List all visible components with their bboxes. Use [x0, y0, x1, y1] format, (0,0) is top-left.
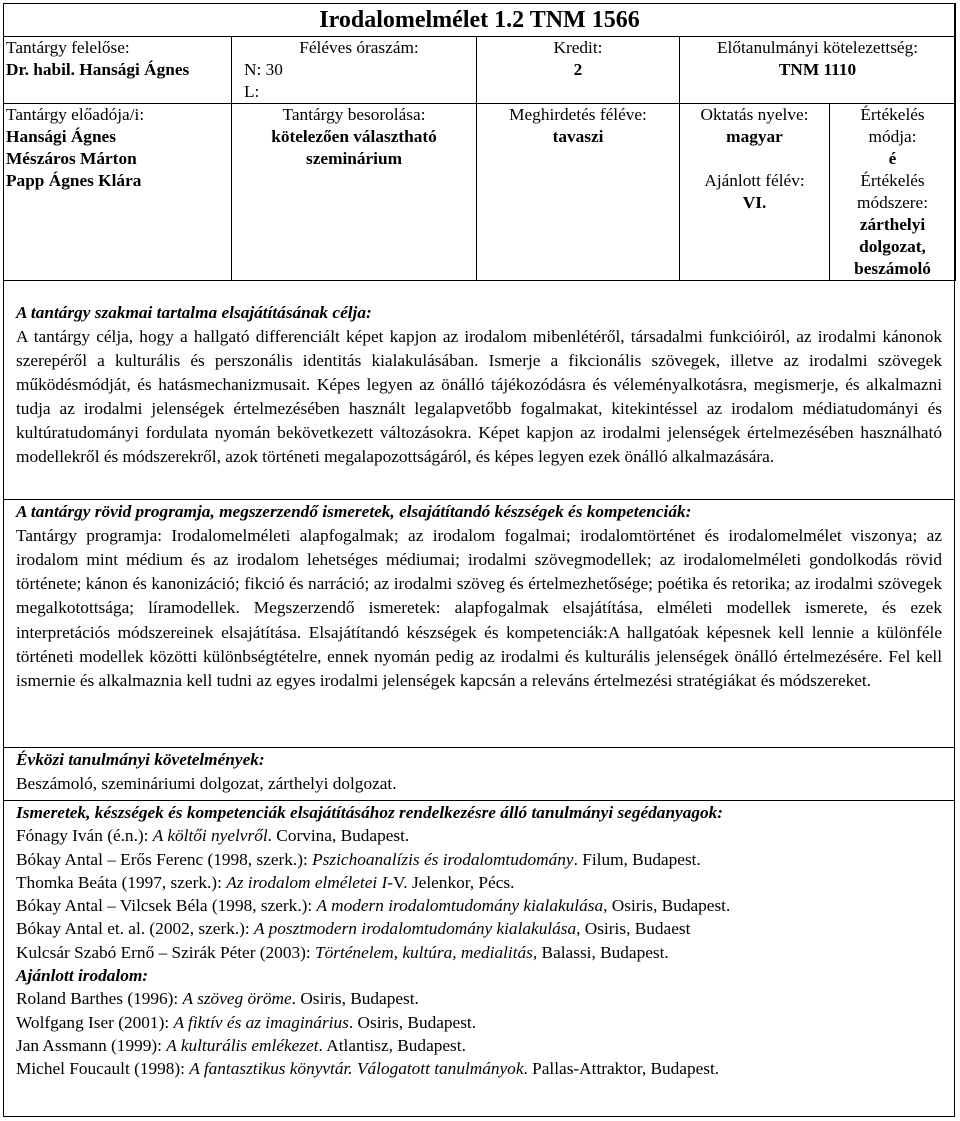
ref-publisher: . Osiris, Budapest. [291, 989, 419, 1009]
reference-item [16, 917, 942, 940]
reference-item [16, 941, 942, 964]
ref-author: Bókay Antal – Erős Ferenc (1998, szerk.): [16, 849, 313, 869]
hours-cell [232, 37, 477, 104]
language-value: magyar [726, 127, 783, 146]
requirements-section [3, 748, 955, 800]
eval-mode-label: Értékelés módja: [860, 105, 925, 146]
evaluation-cell [830, 104, 956, 281]
reference-item [16, 894, 942, 917]
ref-author: Jan Assmann (1999): [16, 1035, 167, 1055]
recommended-item [16, 1034, 942, 1057]
responsible-name: Dr. habil. Hansági Ágnes [6, 60, 190, 79]
recommended-reading-heading: Ajánlott irodalom: [16, 966, 149, 986]
ref-publisher: . Osiris, Budapest. [348, 1012, 477, 1032]
goal-heading: A tantárgy szakmai tartalma elsajátításának célja: [16, 303, 372, 322]
ref-title: A kulturális emlékezet [166, 1035, 319, 1055]
classification-cell [232, 104, 477, 281]
ref-author: Michel Foucault (1998): [16, 1059, 190, 1079]
ref-publisher: , Osiris, Budaest [576, 919, 691, 939]
lecturer-name: Papp Ágnes Klára [6, 171, 142, 190]
ref-title: A szöveg öröme [182, 989, 292, 1009]
requirements-text: Beszámoló, szemináriumi dolgozat, zárthelyi dolgozat. [16, 773, 397, 793]
responsible-label: Tantárgy felelőse: [6, 38, 130, 57]
lecturer-name: Mészáros Márton [6, 149, 137, 168]
classification-value: kötelezően választható szeminárium [271, 127, 437, 168]
ref-publisher: . Filum, Budapest. [573, 849, 701, 869]
goal-section [3, 301, 955, 499]
resources-heading: Ismeretek, készségek és kompetenciák elsajátításához rendelkezésre álló tanulmányi segédanyagok: [16, 803, 724, 822]
ref-title: A fantasztikus könyvtár. Válogatott tanulmányok [189, 1059, 524, 1079]
lecturers-label: Tantárgy előadója/i: [6, 105, 145, 124]
eval-mode-value: é [888, 149, 897, 168]
reference-item [16, 824, 942, 847]
program-heading: A tantárgy rövid programja, megszerzendő ismeretek, elsajátítandó készségek és kompetenciák: [16, 502, 692, 521]
lecturers-cell [4, 104, 232, 281]
hours-n: N: 30 [244, 60, 283, 79]
resources-section [3, 801, 955, 1117]
ref-title: Történelem, kultúra, medialitás [314, 942, 533, 962]
eval-method-label: Értékelés módszere: [857, 171, 929, 212]
ref-author: Bókay Antal et. al. (2002, szerk.): [16, 919, 255, 939]
ref-author: Roland Barthes (1996): [16, 989, 183, 1009]
ref-publisher: V. Jelenkor, Pécs. [393, 872, 515, 892]
ref-publisher: , Balassi, Budapest. [532, 942, 669, 962]
prereq-value: TNM 1110 [778, 60, 857, 79]
program-text: Tantárgy programja: Irodalomelméleti alapfogalmak; az irodalom fogalmai; irodalomtörténet és irodalomelmélet viszonya; az irodalom mint médium és az irodalom lehetséges médiumai; irodalmi szövegmodellek; az irodalomelméleti gondolkodás rövid története; kánon és kanonizáció; fikció és narráció; az irodalmi szöveg és értelmezhetősége; poétika és retorika; az irodalmi szövegek megalkotottsága; líramodellek. Megszerzendő ismeretek: alapfogalmak elsajátítása, elméleti modellek ismerete, és ezek interpretációs módszereinek elsajátítása. Elsajátítandó készségek és kompetenciák:A hallgatóak képesnek kell lennie a különféle történeti modellek közötti különbségtételre, ennek nyomán pedig az irodalmi és kulturális jelenségek önálló értelmezésére. Fel kell ismernie és alkalmaznia kell tudni az egyes irodalmi jelenségek kapcsán a releváns értelmezési stratégiákat és módszereket. [16, 525, 942, 691]
ref-title: A modern irodalomtudomány kialakulása [316, 896, 604, 916]
prereq-label: Előtanulmányi kötelezettség: [716, 38, 919, 57]
program-section [3, 500, 955, 747]
ref-author: Kulcsár Szabó Ernő – Szirák Péter (2003): [16, 942, 315, 962]
ref-title: A költői nyelvről [152, 826, 268, 846]
lecturer-name: Hansági Ágnes [6, 127, 116, 146]
ref-title: Pszichoanalízis és irodalomtudomány [312, 849, 574, 869]
recommended-semester-value: VI. [742, 193, 767, 212]
ref-author: Thomka Beáta (1997, szerk.): [16, 872, 227, 892]
ref-author: Wolfgang Iser (2001): [16, 1012, 174, 1032]
language-cell [680, 104, 830, 281]
credit-label: Kredit: [553, 38, 603, 57]
hours-label: Féléves óraszám: [299, 38, 419, 57]
ref-publisher: , Osiris, Budapest. [603, 896, 731, 916]
course-header-table [3, 3, 956, 281]
eval-method-value: zárthelyi dolgozat, beszámoló [854, 215, 931, 278]
responsible-cell [4, 37, 232, 104]
ref-title: Az irodalom elméletei I- [226, 872, 394, 892]
prereq-cell [680, 37, 956, 104]
hours-l: L: [244, 82, 260, 101]
reference-item [16, 871, 942, 894]
semester-value: tavaszi [552, 127, 604, 146]
recommended-item [16, 1057, 942, 1080]
recommended-semester-label: Ajánlott félév: [704, 171, 805, 190]
semester-label: Meghirdetés féléve: [509, 105, 647, 124]
recommended-item [16, 987, 942, 1010]
language-label: Oktatás nyelve: [700, 105, 809, 124]
credit-value: 2 [573, 60, 583, 79]
ref-author: Bókay Antal – Vilcsek Béla (1998, szerk.): [16, 896, 317, 916]
ref-publisher: . Pallas-Attraktor, Budapest. [523, 1059, 720, 1079]
ref-publisher: . Atlantisz, Budapest. [318, 1035, 466, 1055]
reference-item [16, 848, 942, 871]
ref-title: A posztmodern irodalomtudomány kialakulása [254, 919, 577, 939]
ref-publisher: . Corvina, Budapest. [267, 826, 410, 846]
classification-label: Tantárgy besorolása: [282, 105, 426, 124]
requirements-heading: Évközi tanulmányi követelmények: [16, 750, 265, 769]
ref-author: Fónagy Iván (é.n.): [16, 826, 153, 846]
credit-cell [477, 37, 680, 104]
recommended-item [16, 1011, 942, 1034]
goal-text: A tantárgy célja, hogy a hallgató differenciált képet kapjon az irodalom mibenlétéről, társadalmi funkcióiról, az irodalmi kánonok szerepéről a kulturális és perszonális identitás kialakulásában. Ismerje a fikcionális szövegek, illetve az irodalmi szövegek működésmódját, és hatásmechanizmusait. Képes legyen az önálló tájékozódásra és véleményalkotásra, megismerje, és alkalmazni tudja az irodalmi jelenségek értelmezésében használt legalapvetőbb fogalmakat, kitekintéssel az irodalom médiatudományi és kultúratudományi fordulata nyomán bekövetkezett változásokra. Képet kapjon az irodalmi jelenségek értelmezésében használható modellekről és módszerekről, azok történeti megalapozottságáról, és képes legyen ezek önálló alkalmazására. [16, 326, 942, 466]
semester-cell [477, 104, 680, 281]
ref-title: A fiktív és az imaginárius [173, 1012, 349, 1032]
course-title: Irodalomelmélet 1.2 TNM 1566 [4, 4, 956, 37]
